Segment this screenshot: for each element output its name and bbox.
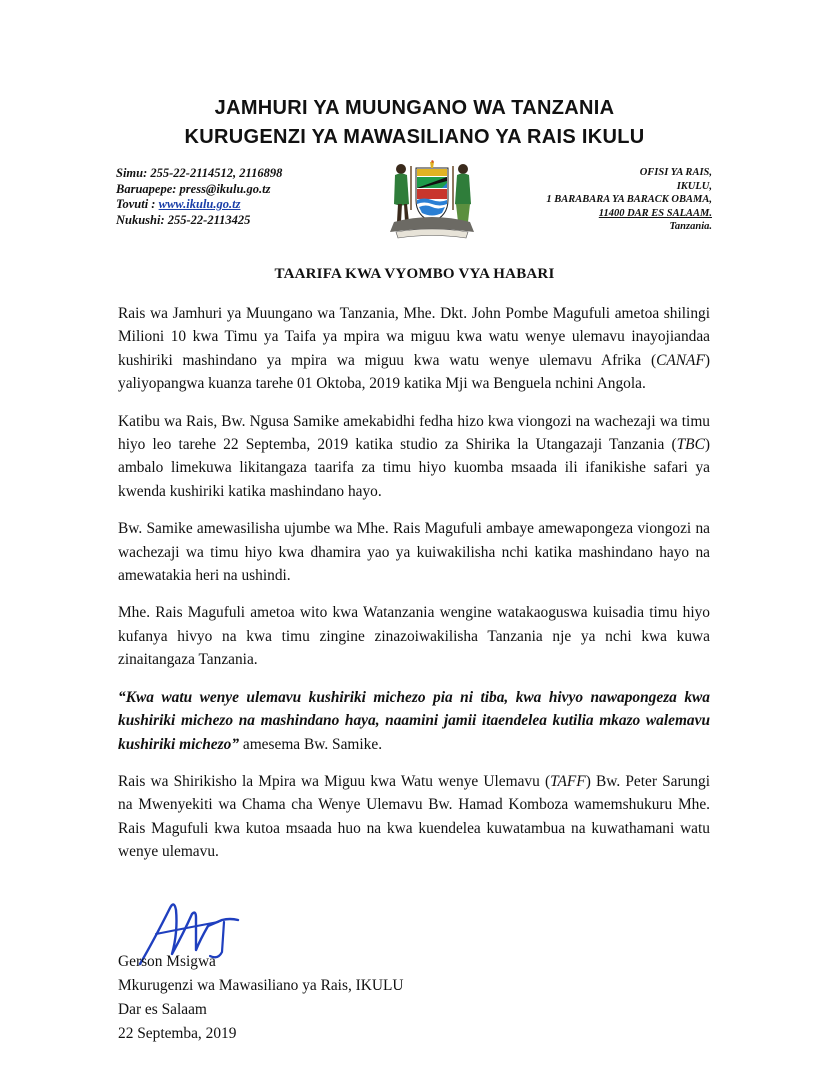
- signatory-name: Gerson Msigwa: [118, 953, 216, 970]
- document-heading: TAARIFA KWA VYOMBO VYA HABARI: [274, 266, 555, 282]
- paragraph-1: Rais wa Jamhuri ya Muungano wa Tanzania, Mhe. Dkt. John Pombe Magufuli ametoa shilingi Milioni 10 kwa Timu ya Taifa ya mpira wa miguu kwa watu wenye ulemavu inayojiandaa kushiriki mashindano ya mpira wa miguu kwa watu wenye ulemavu Afrika (CANAF) yaliyopangwa kuanza tarehe 01 Oktoba, 2019 katika Mji wa Benguela nchini Angola.: [118, 305, 710, 393]
- paragraph-3: Bw. Samike amewasilisha ujumbe wa Mhe. Rais Magufuli ambaye amewapongeza viongozi na wachezaji wa timu hiyo kwa dhamira yao ya kuiwakilisha nchi katika mashindano hayo na amewatakia heri na ushindi.: [118, 520, 710, 585]
- website-link[interactable]: www.ikulu.go.tz: [158, 197, 241, 211]
- paragraph-6: Rais wa Shirikisho la Mpira wa Miguu kwa Watu wenye Ulemavu (TAFF) Bw. Peter Sarungi na Mwenyekiti wa Chama cha Wenye Ulemavu Bw. Hamad Komboza wamemshukuru Mhe. Rais Magufuli kwa kutoa msaada huo na kwa kuendelea kuwatambua na kuwathamani watu wenye ulemavu.: [118, 772, 710, 861]
- phone-line: Simu: 255-22-2114512, 2116898: [116, 166, 283, 180]
- acronym-tbc: TBC: [676, 436, 705, 454]
- address-line1: OFISI YA RAIS,: [639, 167, 712, 178]
- tanzania-coat-of-arms-icon: [386, 160, 478, 240]
- signatory-title: Mkurugenzi wa Mawasiliano ya Rais, IKULU: [118, 977, 404, 994]
- website-line: [116, 197, 282, 213]
- signoff-date: 22 Septemba, 2019: [118, 1025, 237, 1042]
- header-title-line2: KURUGENZI YA MAWASILIANO YA RAIS IKULU: [184, 126, 645, 148]
- contact-block-right: [546, 166, 712, 234]
- paragraph-2: Katibu wa Rais, Bw. Ngusa Samike amekabidhi fedha hizo kwa viongozi na wachezaji wa timu hiyo leo tarehe 22 Septemba, 2019 katika studio za Shirika la Utangazaji Tanzania (TBC) ambalo limekuwa likitangaza taarifa za timu hiyo kuomba msaada ili ifanikishe safari ya kwenda kushiriki katika mashindano hayo.: [118, 412, 710, 500]
- acronym-taff: TAFF: [550, 772, 586, 790]
- header-title-line1: JAMHURI YA MUUNGANO WA TANZANIA: [214, 97, 615, 119]
- email-line: Baruapepe: press@ikulu.go.tz: [116, 181, 271, 196]
- fax-line: Nukushi: 255-22-2113425: [116, 212, 251, 227]
- website-label: Tovuti :: [116, 197, 159, 211]
- signoff-block: [118, 950, 404, 1046]
- acronym-canaf: CANAF: [656, 351, 705, 369]
- address-line3: 1 BARABARA YA BARACK OBAMA,: [546, 194, 712, 206]
- quote-text: “Kwa watu wenye ulemavu kushiriki michezo pia ni tiba, kwa hivyo nawapongeza kwa kushiriki michezo na mashindano haya, naamini jamii itaendelea kutilia mkazo walemavu kushiriki michezo”: [118, 688, 710, 753]
- signoff-place: Dar es Salaam: [118, 1001, 207, 1018]
- address-line5: Tanzania.: [669, 221, 712, 233]
- paragraph-4: Mhe. Rais Magufuli ametoa wito kwa Watanzania wengine watakaoguswa kuisadia timu hiyo kufanya hivyo na kwa timu zingine zinazoiwakilisha Tanzania nje ya nchi kwa kuwa zinaitangaza Tanzania.: [118, 604, 710, 669]
- address-line2: IKULU,: [676, 180, 712, 192]
- contact-block-left: [116, 166, 282, 228]
- paragraph-5-quote: “Kwa watu wenye ulemavu kushiriki michezo pia ni tiba, kwa hivyo nawapongeza kwa kushiriki michezo na mashindano haya, naamini jamii itaendelea kutilia mkazo walemavu kushiriki michezo” amesema Bw. Samike.: [118, 688, 710, 753]
- address-line4: 11400 DAR ES SALAAM.: [598, 207, 712, 219]
- press-release-body: [118, 302, 710, 878]
